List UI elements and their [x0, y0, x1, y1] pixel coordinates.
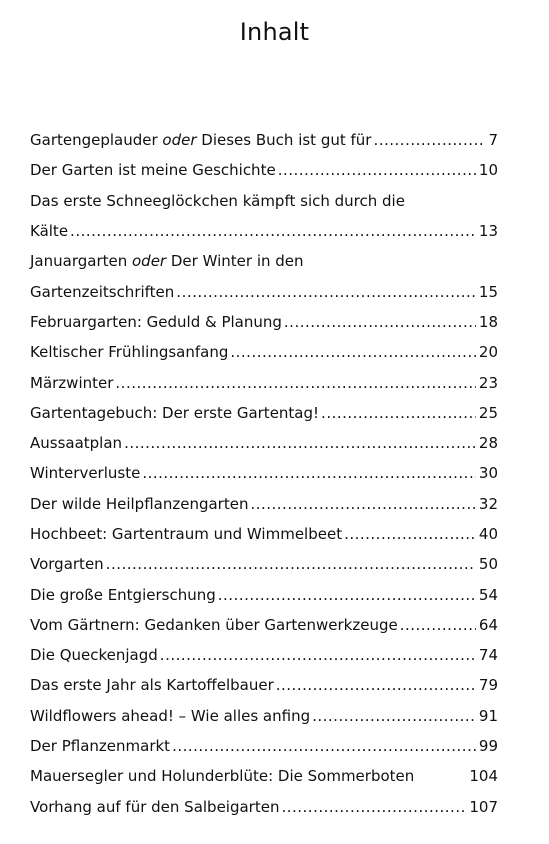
toc-entry [30, 640, 498, 670]
toc-entry-title [30, 131, 371, 149]
toc-title-text: Der Pflanzenmarkt [30, 737, 171, 756]
dot-leader [276, 676, 476, 694]
toc-title-text: Vorhang auf für den Salbeigarten [30, 797, 280, 816]
toc-page-number: 32 [478, 494, 498, 513]
toc-entry-line [30, 640, 498, 670]
toc-entry [30, 670, 498, 700]
toc-entry-line [30, 792, 498, 822]
toc-entry-line [30, 246, 498, 276]
toc-entry-line [30, 155, 498, 185]
toc-title-text: Märzwinter [30, 373, 114, 392]
toc-entry [30, 186, 498, 247]
toc-title-text: Der wilde Heilpflanzengarten [30, 494, 249, 513]
toc-entry [30, 489, 498, 519]
toc-title-text: Vorgarten [30, 555, 104, 574]
dot-leader [124, 434, 476, 452]
toc-entry-line [30, 458, 498, 488]
toc-title-text: Dieses Buch ist gut für [196, 131, 372, 150]
toc-entry-line [30, 579, 498, 609]
toc-title-text: Gartenzeitschriften [30, 282, 175, 301]
toc-entry [30, 731, 498, 761]
dot-leader [278, 161, 476, 179]
toc-title-text: Aussaatplan [30, 434, 123, 453]
toc-entry-title [30, 404, 319, 422]
dot-leader [400, 616, 476, 634]
dot-leader [176, 283, 476, 301]
toc-page-number: 25 [478, 403, 498, 422]
toc-page-number: 99 [478, 737, 498, 756]
toc-title-text: Der Winter in den [166, 252, 304, 271]
toc-entry-title [30, 464, 140, 482]
toc-page-number: 28 [478, 434, 498, 453]
toc-page-number: 107 [469, 797, 498, 816]
toc-entry [30, 428, 498, 458]
toc-entry-line [30, 610, 498, 640]
toc-entry [30, 125, 498, 155]
toc-title-text: Das erste Jahr als Kartoffelbauer [30, 676, 274, 695]
toc-entry-line [30, 186, 498, 216]
toc-title-text: Mauersegler und Holunderblüte: Die Sommerboten [30, 767, 415, 786]
toc-entry-line [30, 428, 498, 458]
toc-title-text: Hochbeet: Gartentraum und Wimmelbeet [30, 525, 343, 543]
toc-entry-line [30, 307, 498, 337]
toc-entry [30, 549, 498, 579]
dot-leader [312, 707, 476, 725]
toc-title-text: Januargarten [30, 252, 132, 271]
dot-leader [250, 495, 475, 513]
toc-entry-line [30, 216, 498, 246]
toc-title-text: Die große Entgierschung [30, 585, 216, 604]
dot-leader [172, 737, 476, 755]
toc-page-number: 15 [478, 282, 498, 301]
toc-entry [30, 398, 498, 428]
toc-entry-title [30, 283, 174, 301]
toc-entry-title [30, 161, 276, 179]
toc-entry-line [30, 337, 498, 367]
toc-page-number: 23 [478, 373, 498, 392]
toc-entry-title [30, 676, 274, 694]
toc-entry-title [30, 586, 216, 604]
toc-title-text: Gartentagebuch: Der erste Gartentag! [30, 403, 320, 422]
toc-entry-line [30, 398, 498, 428]
toc-entry-line [30, 367, 498, 397]
toc-entry-title [30, 767, 414, 785]
toc-entry-line [30, 731, 498, 761]
toc-entry [30, 367, 498, 397]
toc-entry-title [30, 707, 310, 725]
toc-page-number: 54 [478, 585, 498, 604]
toc-entry-title [30, 798, 279, 816]
toc-title-italic: oder [132, 252, 167, 271]
toc-title-text: Wildflowers ahead! – Wie alles anfing [30, 706, 311, 725]
toc-page-number: 91 [478, 706, 498, 725]
dot-leader [70, 222, 476, 240]
toc-entry-title [30, 222, 68, 240]
toc-page-number: 79 [478, 676, 498, 695]
toc-entry [30, 246, 498, 307]
page-title: Inhalt [239, 18, 310, 46]
toc-entry-title [30, 313, 282, 331]
dot-leader [106, 555, 476, 573]
toc-entry-line [30, 276, 498, 306]
toc-title-text: Keltischer Frühlingsanfang [30, 343, 229, 362]
toc-entry-line [30, 519, 498, 549]
toc-entry-title [30, 252, 304, 270]
toc-entry-title [30, 343, 228, 361]
toc-entry [30, 792, 498, 822]
toc-page-number: 30 [478, 464, 498, 483]
toc-page-number: 50 [478, 555, 498, 574]
toc-entry-line [30, 670, 498, 700]
toc-title-text: Vom Gärtnern: Gedanken über Gartenwerkzeuge [30, 615, 398, 634]
table-of-contents [30, 125, 498, 822]
toc-title-text: Die Queckenjagd [30, 646, 158, 665]
toc-page-number: 40 [478, 525, 498, 543]
toc-entry [30, 579, 498, 609]
toc-page-number: 64 [478, 615, 498, 634]
toc-title-text: Kälte [30, 222, 69, 241]
toc-page-number: 18 [478, 312, 498, 331]
dot-leader [281, 798, 466, 816]
dot-leader [321, 404, 476, 422]
dot-leader [373, 131, 485, 149]
toc-entry-title [30, 525, 342, 543]
toc-page-number: 104 [469, 767, 498, 786]
toc-entry-title [30, 616, 398, 634]
toc-entry-line [30, 701, 498, 731]
toc-page-number: 7 [488, 131, 498, 150]
toc-entry-title [30, 434, 122, 452]
toc-title-italic: oder [162, 131, 197, 150]
toc-title-text: Februargarten: Geduld & Planung [30, 312, 282, 331]
toc-entry [30, 307, 498, 337]
toc-title-text: Gartengeplauder [30, 131, 163, 150]
toc-title-text: Winterverluste [30, 464, 141, 483]
toc-page-number: 10 [478, 161, 498, 180]
toc-entry-title [30, 374, 113, 392]
toc-entry [30, 337, 498, 367]
dot-leader [115, 374, 476, 392]
toc-entry-line [30, 549, 498, 579]
toc-entry [30, 610, 498, 640]
toc-title-text: Das erste Schneeglöckchen kämpft sich durch die [30, 191, 405, 210]
toc-page-number: 74 [478, 646, 498, 665]
toc-entry-title [30, 737, 170, 755]
toc-entry [30, 458, 498, 488]
dot-leader [142, 464, 476, 482]
toc-entry-title [30, 495, 248, 513]
toc-page-number: 20 [478, 343, 498, 362]
toc-entry-title [30, 192, 405, 210]
toc-entry-title [30, 646, 158, 664]
dot-leader [284, 313, 476, 331]
toc-entry-line [30, 761, 498, 791]
toc-entry [30, 155, 498, 185]
toc-entry-title [30, 555, 104, 573]
toc-page-number: 13 [478, 222, 498, 241]
dot-leader [218, 586, 476, 604]
dot-leader [160, 646, 476, 664]
toc-entry [30, 519, 498, 549]
toc-entry-line [30, 489, 498, 519]
toc-entry-line [30, 125, 498, 155]
toc-entry [30, 701, 498, 731]
toc-entry [30, 761, 498, 791]
dot-leader [344, 525, 476, 543]
dot-leader [230, 343, 476, 361]
toc-title-text: Der Garten ist meine Geschichte [30, 161, 276, 180]
